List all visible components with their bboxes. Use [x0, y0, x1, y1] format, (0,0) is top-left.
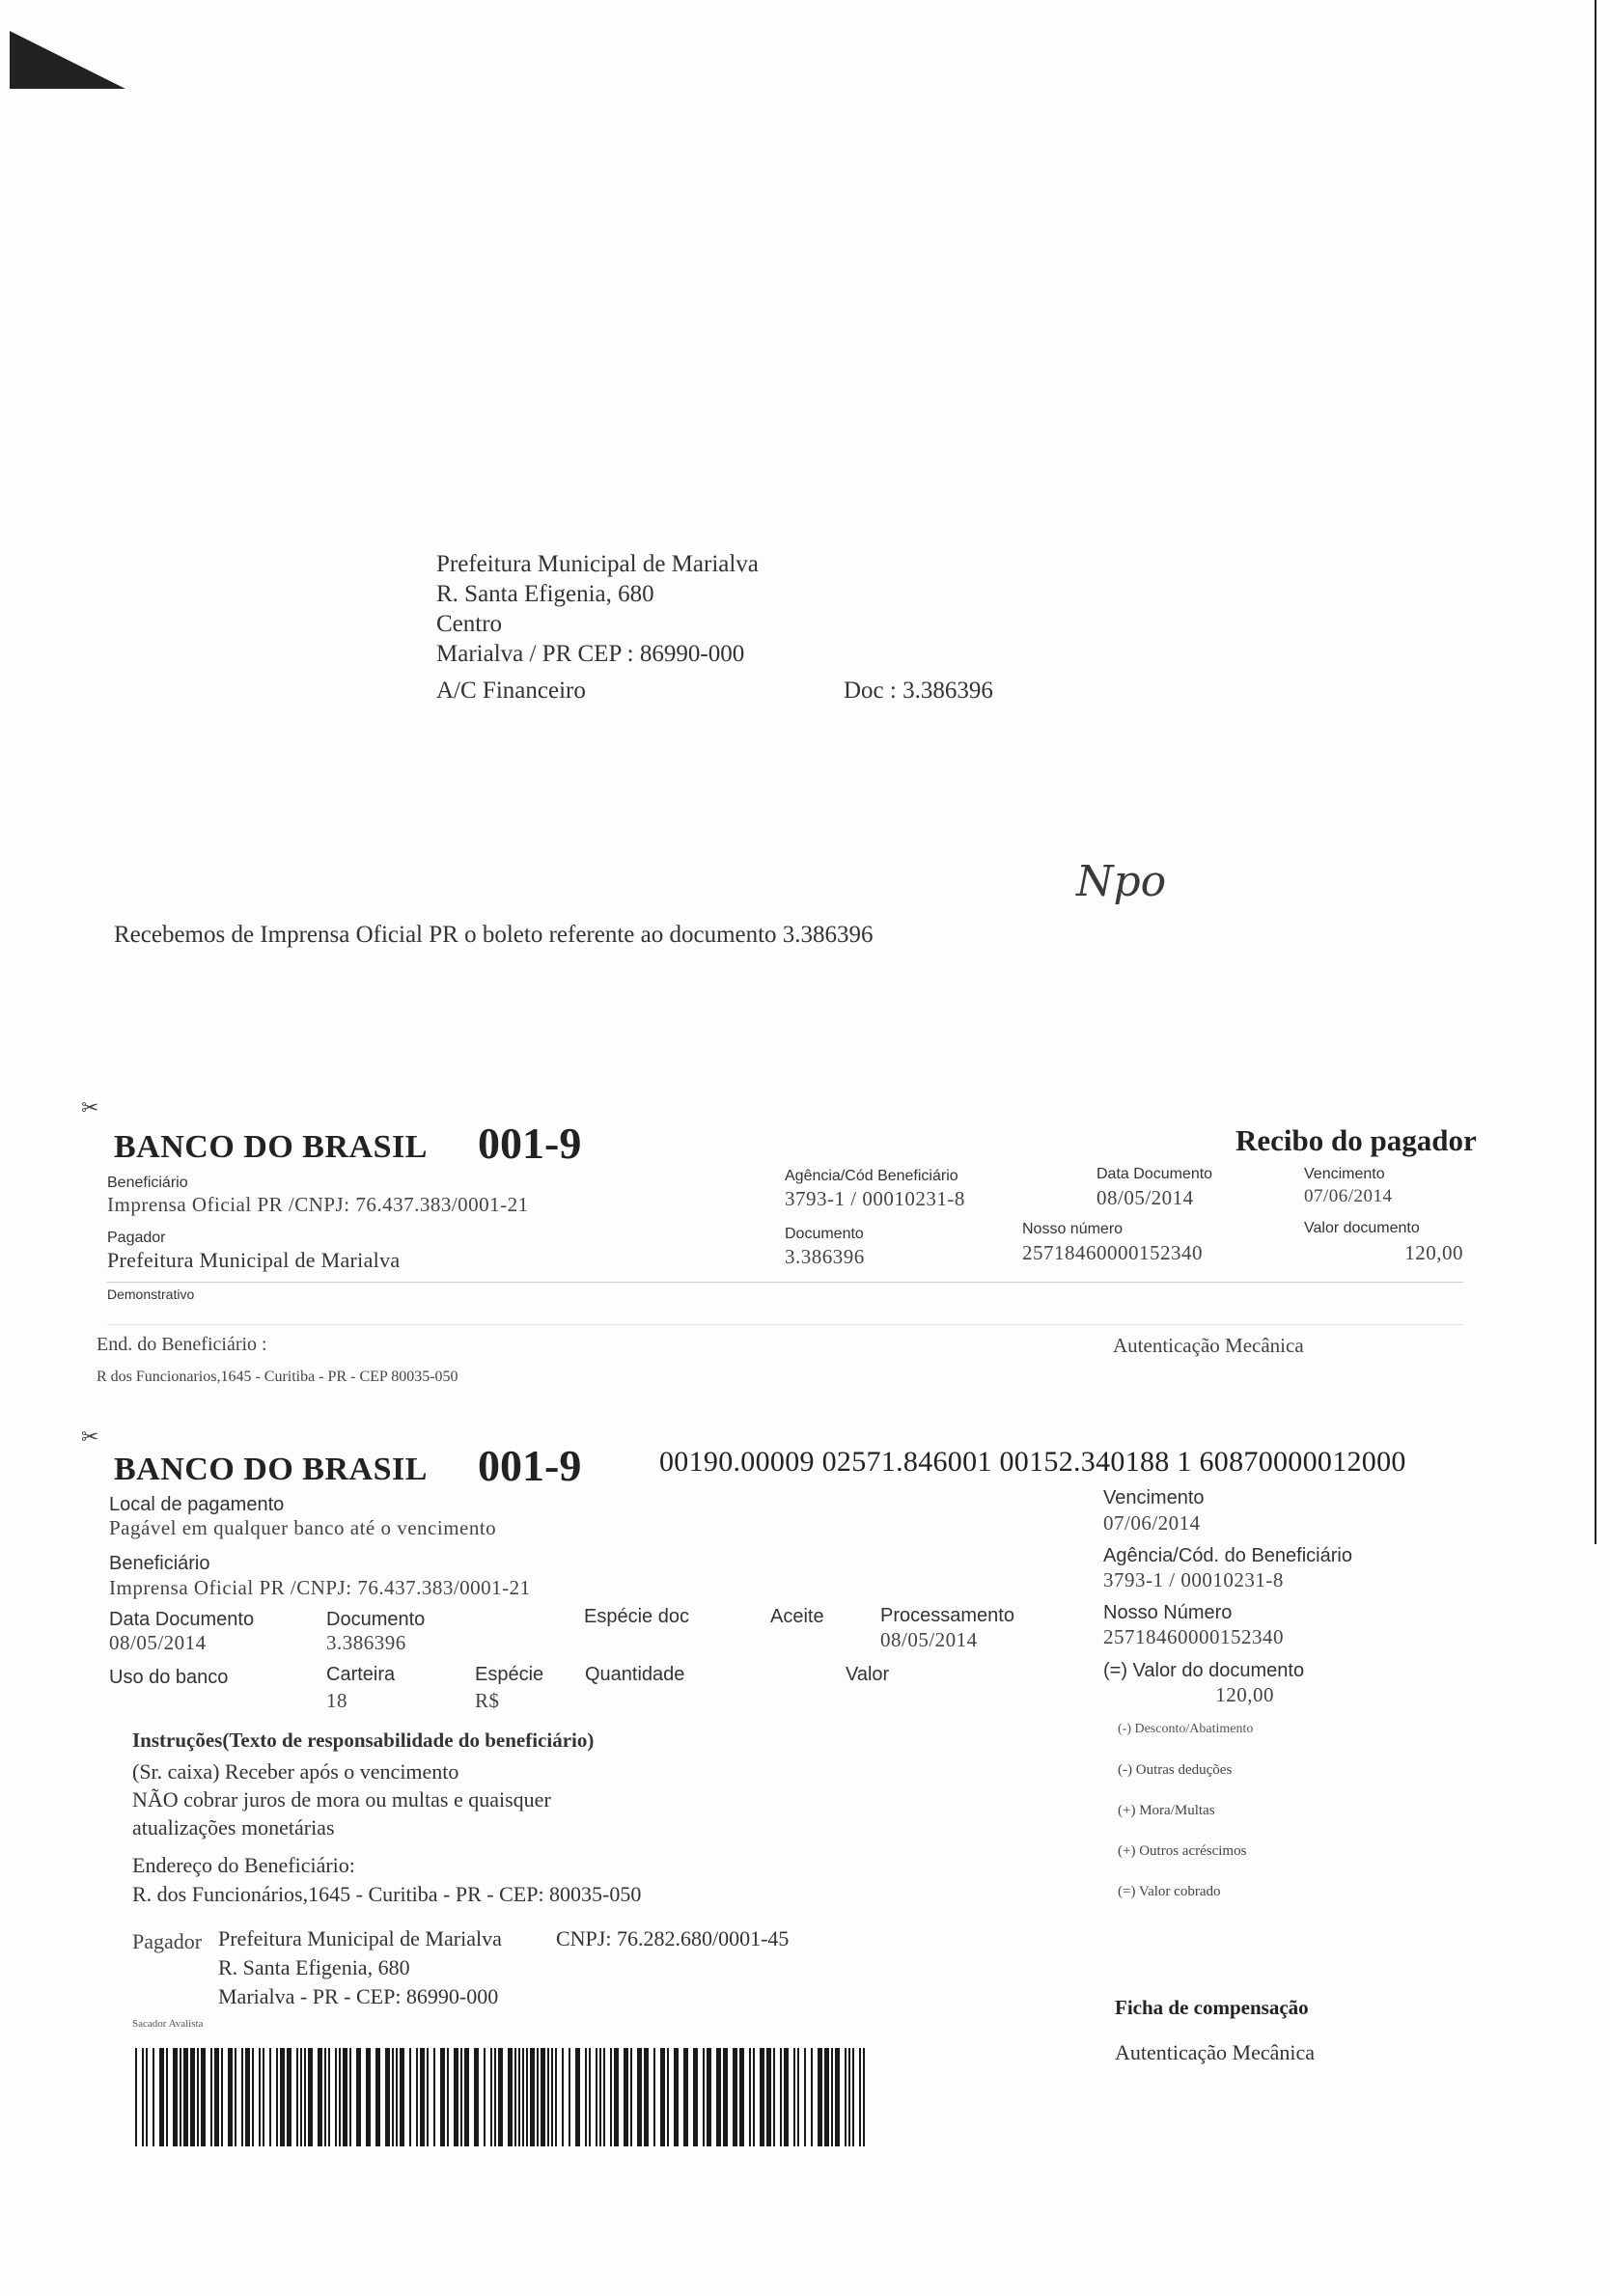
- valor-label: Valor: [846, 1664, 890, 1685]
- barcode-bar: [749, 2048, 751, 2146]
- especie-value: R$: [475, 1689, 500, 1712]
- ficha-vencimento-value: 07/06/2014: [1103, 1511, 1201, 1535]
- especie-doc-label: Espécie doc: [584, 1606, 689, 1627]
- barcode-bar: [392, 2048, 394, 2146]
- barcode-bar: [454, 2048, 458, 2146]
- barcode-bar: [562, 2048, 564, 2146]
- barcode-bar: [287, 2048, 291, 2146]
- valor-documento-label: Valor documento: [1304, 1220, 1420, 1236]
- barcode-bar: [490, 2048, 492, 2146]
- barcode-bar: [159, 2048, 164, 2146]
- barcode-bar: [460, 2048, 462, 2146]
- uso-do-banco-label: Uso do banco: [109, 1667, 229, 1688]
- barcode-bar: [276, 2048, 278, 2146]
- page-edge-line: [1595, 0, 1596, 1544]
- barcode-bar: [396, 2048, 398, 2146]
- barcode-bar: [555, 2048, 557, 2146]
- barcode-bar: [835, 2048, 840, 2146]
- barcode-bar: [245, 2048, 250, 2146]
- barcode-bar: [551, 2048, 553, 2146]
- address-line-1: Prefeitura Municipal de Marialva: [436, 551, 759, 577]
- barcode-bar: [569, 2048, 570, 2146]
- barcode-bar: [630, 2048, 632, 2146]
- barcode-bar: [375, 2048, 380, 2146]
- scissors-icon-2: ✂: [81, 1425, 99, 1449]
- ficha-agencia-value: 3793-1 / 00010231-8: [1103, 1568, 1284, 1591]
- barcode-bar: [241, 2048, 243, 2146]
- barcode-bar: [308, 2048, 313, 2146]
- linha-digitavel: 00190.00009 02571.846001 00152.340188 1 60870000012000: [659, 1446, 1406, 1478]
- local-pagamento-label: Local de pagamento: [109, 1494, 285, 1515]
- instrucoes-line-2: NÃO cobrar juros de mora ou multas e quaisquer: [132, 1787, 551, 1812]
- barcode-bar: [180, 2048, 181, 2146]
- barcode-bar: [818, 2048, 822, 2146]
- barcode-bar: [263, 2048, 264, 2146]
- barcode-bar: [280, 2048, 285, 2146]
- barcode-bar: [797, 2048, 799, 2146]
- receipt-text: Recebemos de Imprensa Oficial PR o boleto referente ao documento 3.386396: [114, 922, 874, 948]
- barcode-bar: [811, 2048, 813, 2146]
- barcode-bar: [667, 2048, 669, 2146]
- vencimento-value: 07/06/2014: [1304, 1186, 1393, 1206]
- barcode-bar: [596, 2048, 597, 2146]
- agencia-value: 3793-1 / 00010231-8: [785, 1187, 965, 1210]
- barcode-bar: [518, 2048, 520, 2146]
- barcode-bar: [366, 2048, 371, 2146]
- barcode-bar: [610, 2048, 612, 2146]
- barcode-bar: [135, 2048, 137, 2146]
- barcode-bar: [269, 2048, 271, 2146]
- barcode-bar: [773, 2048, 775, 2146]
- barcode-bar: [409, 2048, 411, 2146]
- data-documento-value: 08/05/2014: [1096, 1186, 1194, 1209]
- barcode-bar: [146, 2048, 148, 2146]
- barcode: [135, 2048, 874, 2146]
- barcode-bar: [589, 2048, 591, 2146]
- barcode-bar: [644, 2048, 649, 2146]
- barcode-bar: [760, 2048, 764, 2146]
- agencia-label: Agência/Cód Beneficiário: [785, 1168, 958, 1184]
- side-outros-acrescimos: (+) Outros acréscimos: [1118, 1843, 1247, 1859]
- carteira-label: Carteira: [326, 1664, 396, 1685]
- barcode-bar: [228, 2048, 233, 2146]
- barcode-bar: [335, 2048, 337, 2146]
- barcode-bar: [831, 2048, 833, 2146]
- carteira-value: 18: [326, 1689, 347, 1712]
- barcode-bar: [235, 2048, 236, 2146]
- demonstrativo-label: Demonstrativo: [107, 1286, 195, 1302]
- barcode-bar: [859, 2048, 861, 2146]
- data-documento-label: Data Documento: [1096, 1166, 1213, 1182]
- ficha-data-documento-value: 08/05/2014: [109, 1631, 207, 1654]
- barcode-bar: [166, 2048, 168, 2146]
- scan-corner-mark: [10, 31, 125, 89]
- barcode-bar: [660, 2048, 665, 2146]
- local-pagamento-value: Pagável em qualquer banco até o vencimento: [109, 1516, 497, 1539]
- barcode-bar: [693, 2048, 698, 2146]
- barcode-bar: [522, 2048, 524, 2146]
- barcode-bar: [530, 2048, 535, 2146]
- especie-label: Espécie: [475, 1664, 544, 1685]
- barcode-bar: [508, 2048, 513, 2146]
- barcode-bar: [440, 2048, 445, 2146]
- sacador-avalista-label: Sacador Avalista: [132, 2018, 204, 2030]
- barcode-bar: [575, 2048, 580, 2146]
- address-line-3: Centro: [436, 611, 503, 637]
- barcode-bar: [318, 2048, 322, 2146]
- beneficiario-label: Beneficiário: [107, 1175, 188, 1191]
- barcode-bar: [197, 2048, 199, 2146]
- ficha-agencia-label: Agência/Cód. do Beneficiário: [1103, 1545, 1352, 1566]
- barcode-bar: [464, 2048, 469, 2146]
- quantidade-label: Quantidade: [585, 1664, 685, 1685]
- ficha-pagador-addr2: Marialva - PR - CEP: 86990-000: [218, 1984, 499, 2008]
- scissors-icon: ✂: [81, 1095, 99, 1120]
- barcode-bar: [793, 2048, 795, 2146]
- barcode-bar: [300, 2048, 302, 2146]
- ficha-autenticacao: Autenticação Mecânica: [1115, 2040, 1316, 2064]
- side-outras-deducoes: (-) Outras deduções: [1118, 1762, 1233, 1778]
- barcode-bar: [416, 2048, 418, 2146]
- nosso-numero-value: 25718460000152340: [1022, 1241, 1203, 1264]
- barcode-bar: [153, 2048, 154, 2146]
- ficha-valor-documento-label: (=) Valor do documento: [1103, 1660, 1305, 1681]
- barcode-bar: [142, 2048, 144, 2146]
- barcode-bar: [804, 2048, 806, 2146]
- barcode-bar: [324, 2048, 326, 2146]
- barcode-bar: [349, 2048, 351, 2146]
- barcode-bar: [585, 2048, 587, 2146]
- barcode-bar: [753, 2048, 755, 2146]
- handwritten-note: Npo: [1076, 857, 1167, 906]
- barcode-bar: [716, 2048, 721, 2146]
- barcode-bar: [848, 2048, 850, 2146]
- ficha-pagador-addr1: R. Santa Efigenia, 680: [218, 1955, 410, 1979]
- barcode-bar: [637, 2048, 642, 2146]
- ficha-pagador-name: Prefeitura Municipal de Marialva: [218, 1926, 502, 1950]
- barcode-bar: [400, 2048, 404, 2146]
- barcode-bar: [385, 2048, 390, 2146]
- ficha-vencimento-label: Vencimento: [1103, 1487, 1205, 1508]
- barcode-bar: [766, 2048, 771, 2146]
- ficha-valor-documento-value: 120,00: [1215, 1683, 1274, 1706]
- ficha-data-documento-label: Data Documento: [109, 1609, 255, 1630]
- barcode-bar: [494, 2048, 496, 2146]
- ficha-compensacao-title: Ficha de compensação: [1115, 1996, 1309, 2019]
- barcode-bar: [537, 2048, 539, 2146]
- documento-label: Documento: [785, 1226, 864, 1242]
- barcode-bar: [683, 2048, 688, 2146]
- barcode-bar: [252, 2048, 254, 2146]
- recibo-autenticacao: Autenticação Mecânica: [1113, 1334, 1304, 1357]
- address-line-4: Marialva / PR CEP : 86990-000: [436, 641, 745, 667]
- barcode-bar: [296, 2048, 298, 2146]
- ficha-bank-name: BANCO DO BRASIL: [114, 1452, 428, 1487]
- pagador-label: Pagador: [107, 1230, 166, 1246]
- barcode-bar: [498, 2048, 503, 2146]
- barcode-bar: [427, 2048, 429, 2146]
- barcode-bar: [221, 2048, 223, 2146]
- end-beneficiario-label: End. do Beneficiário :: [97, 1334, 267, 1355]
- pagador-value: Prefeitura Municipal de Marialva: [107, 1248, 401, 1272]
- barcode-bar: [733, 2048, 737, 2146]
- barcode-bar: [474, 2048, 479, 2146]
- barcode-bar: [852, 2048, 854, 2146]
- documento-value: 3.386396: [785, 1245, 865, 1268]
- barcode-bar: [210, 2048, 212, 2146]
- barcode-bar: [328, 2048, 330, 2146]
- barcode-bar: [259, 2048, 261, 2146]
- recibo-title: Recibo do pagador: [1235, 1123, 1477, 1157]
- barcode-bar: [707, 2048, 711, 2146]
- barcode-bar: [603, 2048, 605, 2146]
- barcode-bar: [526, 2048, 528, 2146]
- barcode-bar: [614, 2048, 619, 2146]
- instrucoes-line-3: atualizações monetárias: [132, 1815, 335, 1840]
- barcode-bar: [343, 2048, 347, 2146]
- barcode-bar: [824, 2048, 829, 2146]
- recibo-divider-2: [107, 1324, 1463, 1325]
- barcode-bar: [780, 2048, 782, 2146]
- processamento-value: 08/05/2014: [880, 1628, 978, 1651]
- side-valor-cobrado: (=) Valor cobrado: [1118, 1884, 1221, 1899]
- barcode-bar: [183, 2048, 188, 2146]
- barcode-bar: [447, 2048, 449, 2146]
- barcode-bar: [201, 2048, 206, 2146]
- end-beneficiario-value: R dos Funcionarios,1645 - Curitiba - PR - CEP 80035-050: [97, 1369, 458, 1385]
- side-mora-multas: (+) Mora/Multas: [1118, 1803, 1215, 1818]
- ficha-beneficiario-value: Imprensa Oficial PR /CNPJ: 76.437.383/0001-21: [109, 1576, 531, 1599]
- barcode-bar: [599, 2048, 601, 2146]
- aceite-label: Aceite: [770, 1606, 824, 1627]
- barcode-bar: [624, 2048, 628, 2146]
- barcode-bar: [339, 2048, 341, 2146]
- address-line-2: R. Santa Efigenia, 680: [436, 581, 654, 607]
- barcode-bar: [420, 2048, 425, 2146]
- barcode-bar: [484, 2048, 486, 2146]
- barcode-bar: [674, 2048, 679, 2146]
- barcode-bar: [304, 2048, 306, 2146]
- barcode-bar: [547, 2048, 549, 2146]
- bank-code: 001-9: [478, 1119, 582, 1168]
- endereco-beneficiario-label: Endereço do Beneficiário:: [132, 1853, 355, 1877]
- ficha-beneficiario-label: Beneficiário: [109, 1553, 210, 1574]
- ficha-pagador-label: Pagador: [132, 1929, 203, 1953]
- nosso-numero-label: Nosso número: [1022, 1221, 1124, 1237]
- attention-line: A/C Financeiro: [436, 678, 586, 704]
- barcode-bar: [514, 2048, 516, 2146]
- ficha-pagador-cnpj: CNPJ: 76.282.680/0001-45: [556, 1926, 790, 1950]
- beneficiario-value: Imprensa Oficial PR /CNPJ: 76.437.383/0001-21: [107, 1193, 529, 1216]
- barcode-bar: [723, 2048, 728, 2146]
- barcode-bar: [739, 2048, 744, 2146]
- recibo-divider: [107, 1282, 1463, 1283]
- barcode-bar: [173, 2048, 178, 2146]
- barcode-bar: [703, 2048, 705, 2146]
- barcode-bar: [863, 2048, 865, 2146]
- ficha-nosso-numero-label: Nosso Número: [1103, 1602, 1233, 1623]
- barcode-bar: [541, 2048, 545, 2146]
- barcode-bar: [653, 2048, 655, 2146]
- ficha-documento-label: Documento: [326, 1609, 426, 1630]
- side-desconto: (-) Desconto/Abatimento: [1118, 1722, 1254, 1736]
- processamento-label: Processamento: [880, 1605, 1014, 1626]
- bank-name: BANCO DO BRASIL: [114, 1129, 428, 1165]
- doc-number: Doc : 3.386396: [844, 678, 993, 704]
- barcode-bar: [784, 2048, 789, 2146]
- instrucoes-line-1: (Sr. caixa) Receber após o vencimento: [132, 1759, 459, 1784]
- vencimento-label: Vencimento: [1304, 1166, 1385, 1182]
- ficha-nosso-numero-value: 25718460000152340: [1103, 1625, 1284, 1648]
- ficha-documento-value: 3.386396: [326, 1631, 406, 1654]
- barcode-bar: [190, 2048, 195, 2146]
- instrucoes-title: Instruções(Texto de responsabilidade do beneficiário): [132, 1729, 595, 1752]
- barcode-bar: [214, 2048, 219, 2146]
- endereco-beneficiario-value: R. dos Funcionários,1645 - Curitiba - PR - CEP: 80035-050: [132, 1882, 642, 1906]
- ficha-bank-code: 001-9: [478, 1441, 582, 1490]
- valor-documento-value: 120,00: [1404, 1241, 1463, 1264]
- barcode-bar: [845, 2048, 847, 2146]
- barcode-bar: [356, 2048, 361, 2146]
- barcode-bar: [433, 2048, 435, 2146]
